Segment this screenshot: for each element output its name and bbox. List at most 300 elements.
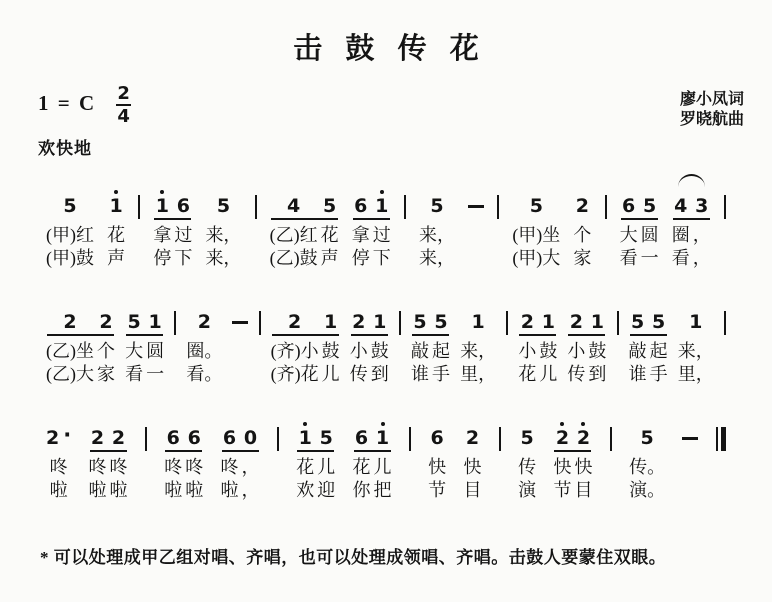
lyric-syllable: 传。 (629, 457, 666, 477)
note-column (97, 303, 115, 385)
composer-credit: 罗晓航曲 (679, 111, 744, 128)
octave-dot-spacer (171, 422, 175, 426)
octave-dot (114, 190, 118, 194)
octave-dot-spacer (418, 306, 422, 310)
lyric-syllable: 看。 (186, 364, 223, 384)
note-digit: 6 (166, 427, 180, 449)
lyric-syllable: (甲)红 (46, 225, 94, 245)
note-digit: 2 (63, 311, 77, 333)
lyric-syllable: (乙)红 (269, 225, 318, 245)
lyric-syllable: 里， (460, 364, 497, 384)
octave-dot (303, 422, 307, 426)
octave-dot-spacer (627, 190, 631, 194)
note-column (518, 419, 536, 501)
tempo-marking: 欢快地 (38, 139, 92, 158)
note-digit: 1 (155, 195, 169, 217)
note-column (539, 303, 557, 385)
note-column (107, 187, 125, 269)
note (471, 303, 484, 333)
beam-group (164, 419, 203, 501)
note-digit: 5 (652, 311, 666, 333)
note-digit: 1 (471, 311, 485, 333)
note-digit: 5 (413, 311, 427, 333)
note-column (174, 187, 192, 269)
note-column (573, 187, 591, 269)
note-column (350, 303, 368, 385)
lyric-syllable: 拿 (153, 225, 172, 245)
octave-dot-spacer (181, 190, 185, 194)
note (641, 419, 654, 449)
lyric-syllable: 花 (518, 364, 537, 384)
lyric-syllable: 谁 (410, 364, 429, 384)
lyric-syllable: 声 (320, 248, 339, 268)
note (112, 419, 125, 449)
note-column (419, 187, 455, 269)
note-column (153, 187, 171, 269)
octave-dot-spacer (648, 190, 652, 194)
lyric-syllable: 小 (518, 341, 537, 361)
note (109, 187, 122, 217)
note-digit: 1 (689, 311, 703, 333)
note-column (321, 187, 339, 269)
note (466, 419, 479, 449)
note (352, 303, 365, 333)
note-column (650, 303, 668, 385)
lyric-syllable: 小 (349, 341, 368, 361)
beam-group (270, 187, 339, 269)
note (188, 419, 201, 449)
note (287, 187, 300, 217)
lyric-syllable: 节 (428, 480, 447, 500)
beam-line (165, 450, 202, 452)
beam-line (271, 218, 338, 220)
octave-dot-spacer (104, 306, 108, 310)
note-digit: 5 (127, 311, 141, 333)
lyric-syllable: 里， (677, 364, 714, 384)
octave-dot-spacer (595, 306, 599, 310)
note (643, 187, 656, 217)
note (177, 187, 190, 217)
lyric-syllable: 咚 (109, 457, 128, 477)
barline (409, 427, 411, 451)
note-digit: 2 (465, 427, 480, 449)
note-digit: 2 (352, 311, 366, 333)
beam-group (221, 419, 260, 501)
lyric-syllable: 快 (428, 457, 447, 477)
note (373, 303, 386, 333)
lyric-syllable: 一 (146, 364, 165, 384)
lyric-syllable: ， (241, 480, 260, 500)
beam-group (518, 303, 557, 385)
lyric-syllable: 花 (352, 457, 371, 477)
barline (145, 427, 147, 451)
lyric-syllable: 花 (296, 457, 315, 477)
note-column (322, 303, 340, 385)
note-digit: 6 (430, 427, 444, 449)
beam-line (353, 218, 390, 220)
lyric-syllable: 啦 (185, 480, 204, 500)
lyric-syllable: (乙)鼓 (269, 248, 318, 268)
note (689, 303, 702, 333)
beam-group (567, 303, 606, 385)
barline (255, 195, 257, 219)
note-column (242, 419, 260, 501)
beam-line (47, 334, 114, 336)
score-meta (0, 83, 772, 159)
lyric-syllable: 大 (619, 225, 638, 245)
music-system (46, 419, 726, 501)
beam-group (553, 419, 592, 501)
note (99, 303, 112, 333)
note-digit: 6 (222, 427, 237, 449)
credits-block (680, 90, 744, 130)
octave-dot-spacer (249, 422, 253, 426)
final-barline (716, 427, 726, 451)
note (324, 303, 337, 333)
note (413, 303, 426, 333)
score-body (0, 187, 772, 501)
beam-line (621, 218, 658, 220)
note (576, 187, 589, 217)
barline (506, 311, 508, 335)
octave-dot-spacer (525, 422, 529, 426)
lyric-syllable: 来， (418, 248, 455, 268)
note (244, 419, 257, 449)
octave-dot-spacer (221, 190, 225, 194)
beam-group (153, 187, 192, 269)
note-digit: 5 (434, 311, 448, 333)
lyric-syllable: 圈。 (186, 341, 223, 361)
note (354, 187, 367, 217)
note (570, 303, 583, 333)
octave-dot-spacer (228, 422, 232, 426)
note (652, 303, 665, 333)
duration-dash (682, 437, 698, 440)
lyric-syllable: 来， (205, 248, 242, 268)
note (577, 419, 590, 449)
lyric-syllable: 鼓 (370, 341, 389, 361)
lyric-syllable: 咚 (49, 457, 68, 477)
octave-dot-spacer (360, 422, 364, 426)
beam-group (411, 303, 450, 385)
note-column (353, 419, 371, 501)
lyric-syllable: 传 (567, 364, 586, 384)
lyric-syllable: 目 (463, 480, 482, 500)
note (591, 303, 604, 333)
note-column (317, 419, 335, 501)
octave-dot-spacer (359, 190, 363, 194)
octave-dot-spacer (328, 190, 332, 194)
note (695, 187, 708, 217)
octave-dot-spacer (292, 190, 296, 194)
note-digit: 5 (520, 427, 534, 449)
note-digit: 4 (674, 195, 688, 217)
lyric-syllable: 家 (97, 364, 115, 384)
octave-dot (160, 190, 164, 194)
note-digit: 6 (187, 427, 201, 449)
note-column (567, 303, 585, 385)
lyric-syllable: (齐)花 (270, 364, 319, 384)
note-digit: 2 (288, 311, 302, 333)
note (288, 303, 301, 333)
note-digit: 1 (375, 195, 389, 217)
note-column (428, 419, 446, 501)
octave-dot-spacer (435, 190, 439, 194)
lyric-syllable: 来， (677, 341, 714, 361)
barline (605, 195, 607, 219)
octave-dot-spacer (534, 190, 538, 194)
note (556, 419, 569, 449)
octave-dot-spacer (645, 422, 649, 426)
lyric-syllable: 咚 (164, 457, 183, 477)
time-signature (116, 84, 131, 126)
lyric-syllable: 起 (649, 341, 668, 361)
note-digit: 6 (354, 195, 368, 217)
octave-dot-spacer (132, 306, 136, 310)
note-digit: 0 (243, 427, 258, 449)
octave-dot-spacer (96, 422, 100, 426)
note-digit: 5 (323, 195, 337, 217)
note-digit: 1 (541, 311, 555, 333)
lyric-syllable: 咚 (220, 457, 239, 477)
note-column (411, 303, 429, 385)
note (223, 419, 236, 449)
lyric-syllable: (甲)大 (512, 248, 561, 268)
lyric-syllable: 看 (619, 248, 638, 268)
slur-arc (678, 174, 705, 187)
note-digit: 5 (430, 195, 444, 217)
lyric-syllable: 停 (351, 248, 370, 268)
barline (259, 311, 261, 335)
note-digit: 2 (569, 311, 584, 333)
octave-dot-spacer (192, 422, 196, 426)
lyric-syllable: 儿 (321, 364, 340, 384)
beam-group (353, 419, 392, 501)
note-digit: 3 (695, 195, 709, 217)
barline (404, 195, 406, 219)
octave-dot-spacer (636, 306, 640, 310)
beam-line (351, 334, 388, 336)
beam-group (620, 187, 659, 269)
note-digit: 1 (109, 195, 123, 217)
lyric-syllable: 演。 (629, 480, 666, 500)
note (521, 419, 534, 449)
time-signature-denominator: 4 (117, 106, 130, 127)
note-column (693, 187, 711, 269)
octave-dot (380, 190, 384, 194)
note-digit: 1 (324, 311, 338, 333)
lyric-syllable: 大 (125, 341, 144, 361)
lyric-syllable: 儿 (373, 457, 392, 477)
note (127, 303, 140, 333)
lyric-syllable: 过 (372, 225, 391, 245)
note (63, 187, 76, 217)
barline (617, 311, 619, 335)
note-column (620, 187, 638, 269)
octave-dot-spacer (57, 422, 61, 426)
note-column (185, 419, 203, 501)
lyric-syllable: 快 (463, 457, 482, 477)
lyric-syllable: 演 (518, 480, 537, 500)
lyric-syllable: 节 (553, 480, 572, 500)
beam-line (272, 334, 339, 336)
note-column (629, 419, 665, 501)
note-column (271, 303, 319, 385)
note-column (89, 419, 107, 501)
barline (610, 427, 612, 451)
lyric-syllable: 鼓 (539, 341, 558, 361)
note-digit: 2 (99, 311, 113, 333)
note-column (629, 303, 647, 385)
note-digit: 5 (216, 195, 231, 217)
note-column (512, 187, 560, 269)
note (232, 303, 248, 333)
lyric-syllable: 鼓 (588, 341, 607, 361)
octave-dot-spacer (525, 306, 529, 310)
note-column (296, 419, 314, 501)
note-digit: 5 (319, 427, 333, 449)
lyric-syllable: 啦 (88, 480, 107, 500)
octave-dot-spacer (679, 190, 683, 194)
lyric-syllable: (乙)大 (46, 364, 94, 384)
note-digit: 2 (576, 427, 591, 449)
duration-dash (232, 321, 248, 324)
beam-line (568, 334, 605, 336)
note (156, 187, 169, 217)
note (631, 303, 644, 333)
octave-dot-spacer (694, 306, 698, 310)
note-column (464, 419, 482, 501)
note-column (46, 419, 71, 501)
lyric-syllable: 快 (553, 457, 572, 477)
beam-line (673, 218, 710, 220)
octave-dot-spacer (470, 422, 474, 426)
note-digit: 2 (520, 311, 534, 333)
lyric-syllable: 看 (125, 364, 144, 384)
lyric-syllable: (乙)坐 (46, 341, 94, 361)
lyric-syllable: 啦 (164, 480, 183, 500)
lyric-syllable: (甲)鼓 (46, 248, 94, 268)
note (430, 187, 443, 217)
note (91, 419, 104, 449)
octave-dot-spacer (68, 190, 72, 194)
note-column (205, 187, 241, 269)
note-digit: 5 (63, 195, 77, 217)
lyric-syllable: 圈 (671, 225, 690, 245)
note (674, 187, 687, 217)
final-barline-thick (721, 427, 726, 451)
key-tempo-block (38, 83, 131, 159)
lyric-syllable: 下 (372, 248, 391, 268)
beam-line (154, 218, 191, 220)
octave-dot-spacer (117, 422, 121, 426)
lyric-syllable: 传 (518, 457, 537, 477)
octave-dot-spacer (357, 306, 361, 310)
lyric-syllable: 下 (174, 248, 193, 268)
lyric-syllable: 一 (640, 248, 659, 268)
barline (724, 195, 726, 219)
note-column (371, 303, 389, 385)
note (320, 419, 333, 449)
lyric-syllable: 声 (107, 248, 126, 268)
note-column (678, 303, 714, 385)
barline (724, 311, 726, 335)
octave-dot-spacer (580, 190, 584, 194)
key-time-row (38, 83, 131, 127)
duration-dash (468, 205, 484, 208)
note-column (518, 303, 536, 385)
octave-dot-spacer (378, 306, 382, 310)
note (530, 187, 543, 217)
octave-dot (581, 422, 585, 426)
note (198, 303, 211, 333)
note-column (672, 187, 690, 269)
barline (138, 195, 140, 219)
lyric-syllable: 个 (573, 225, 592, 245)
note (434, 303, 447, 333)
lyric-syllable: 把 (373, 480, 392, 500)
note-digit: 2 · (46, 423, 72, 449)
note (376, 419, 389, 449)
octave-dot-spacer (324, 422, 328, 426)
lyric-syllable: 到 (370, 364, 389, 384)
note (299, 419, 312, 449)
note (46, 419, 71, 449)
lyric-syllable: 啦 (49, 480, 68, 500)
lyric-syllable: 鼓 (321, 341, 340, 361)
note-column (553, 419, 571, 501)
note (521, 303, 534, 333)
beam-group (352, 187, 391, 269)
note-digit: 1 (373, 311, 387, 333)
beam-group (296, 419, 335, 501)
lyric-syllable: 手 (431, 364, 450, 384)
note-column (146, 303, 164, 385)
lyric-syllable: (齐)小 (270, 341, 319, 361)
note-column (164, 419, 182, 501)
beam-line (297, 450, 334, 452)
lyric-syllable: 来， (460, 341, 497, 361)
lyric-syllable: 迎 (317, 480, 336, 500)
octave-dot-spacer (153, 306, 157, 310)
performance-note: * 可以处理成甲乙组对唱、齐唱，也可以处理成领唱、齐唱。击鼓人要蒙住双眼。 (40, 548, 667, 567)
note-column (374, 419, 392, 501)
time-signature-numerator: 2 (117, 83, 130, 104)
octave-dot (381, 422, 385, 426)
note (167, 419, 180, 449)
beam-group (46, 303, 115, 385)
note (468, 187, 484, 217)
half-note-dash-column (468, 187, 484, 269)
note (63, 303, 76, 333)
octave-dot-spacer (68, 306, 72, 310)
lyric-syllable: 停 (153, 248, 172, 268)
note-digit: 1 (148, 311, 162, 333)
note-column (373, 187, 391, 269)
note (323, 187, 336, 217)
lyric-syllable: 到 (588, 364, 607, 384)
lyric-syllable: 过 (174, 225, 193, 245)
note-digit: 1 (375, 427, 390, 449)
lyric-syllable: 拿 (351, 225, 370, 245)
note-column (221, 419, 239, 501)
note (431, 419, 444, 449)
note (375, 187, 388, 217)
note-column (46, 187, 94, 269)
beam-line (90, 450, 127, 452)
lyric-syllable: ， (241, 457, 260, 477)
note-column (352, 187, 370, 269)
